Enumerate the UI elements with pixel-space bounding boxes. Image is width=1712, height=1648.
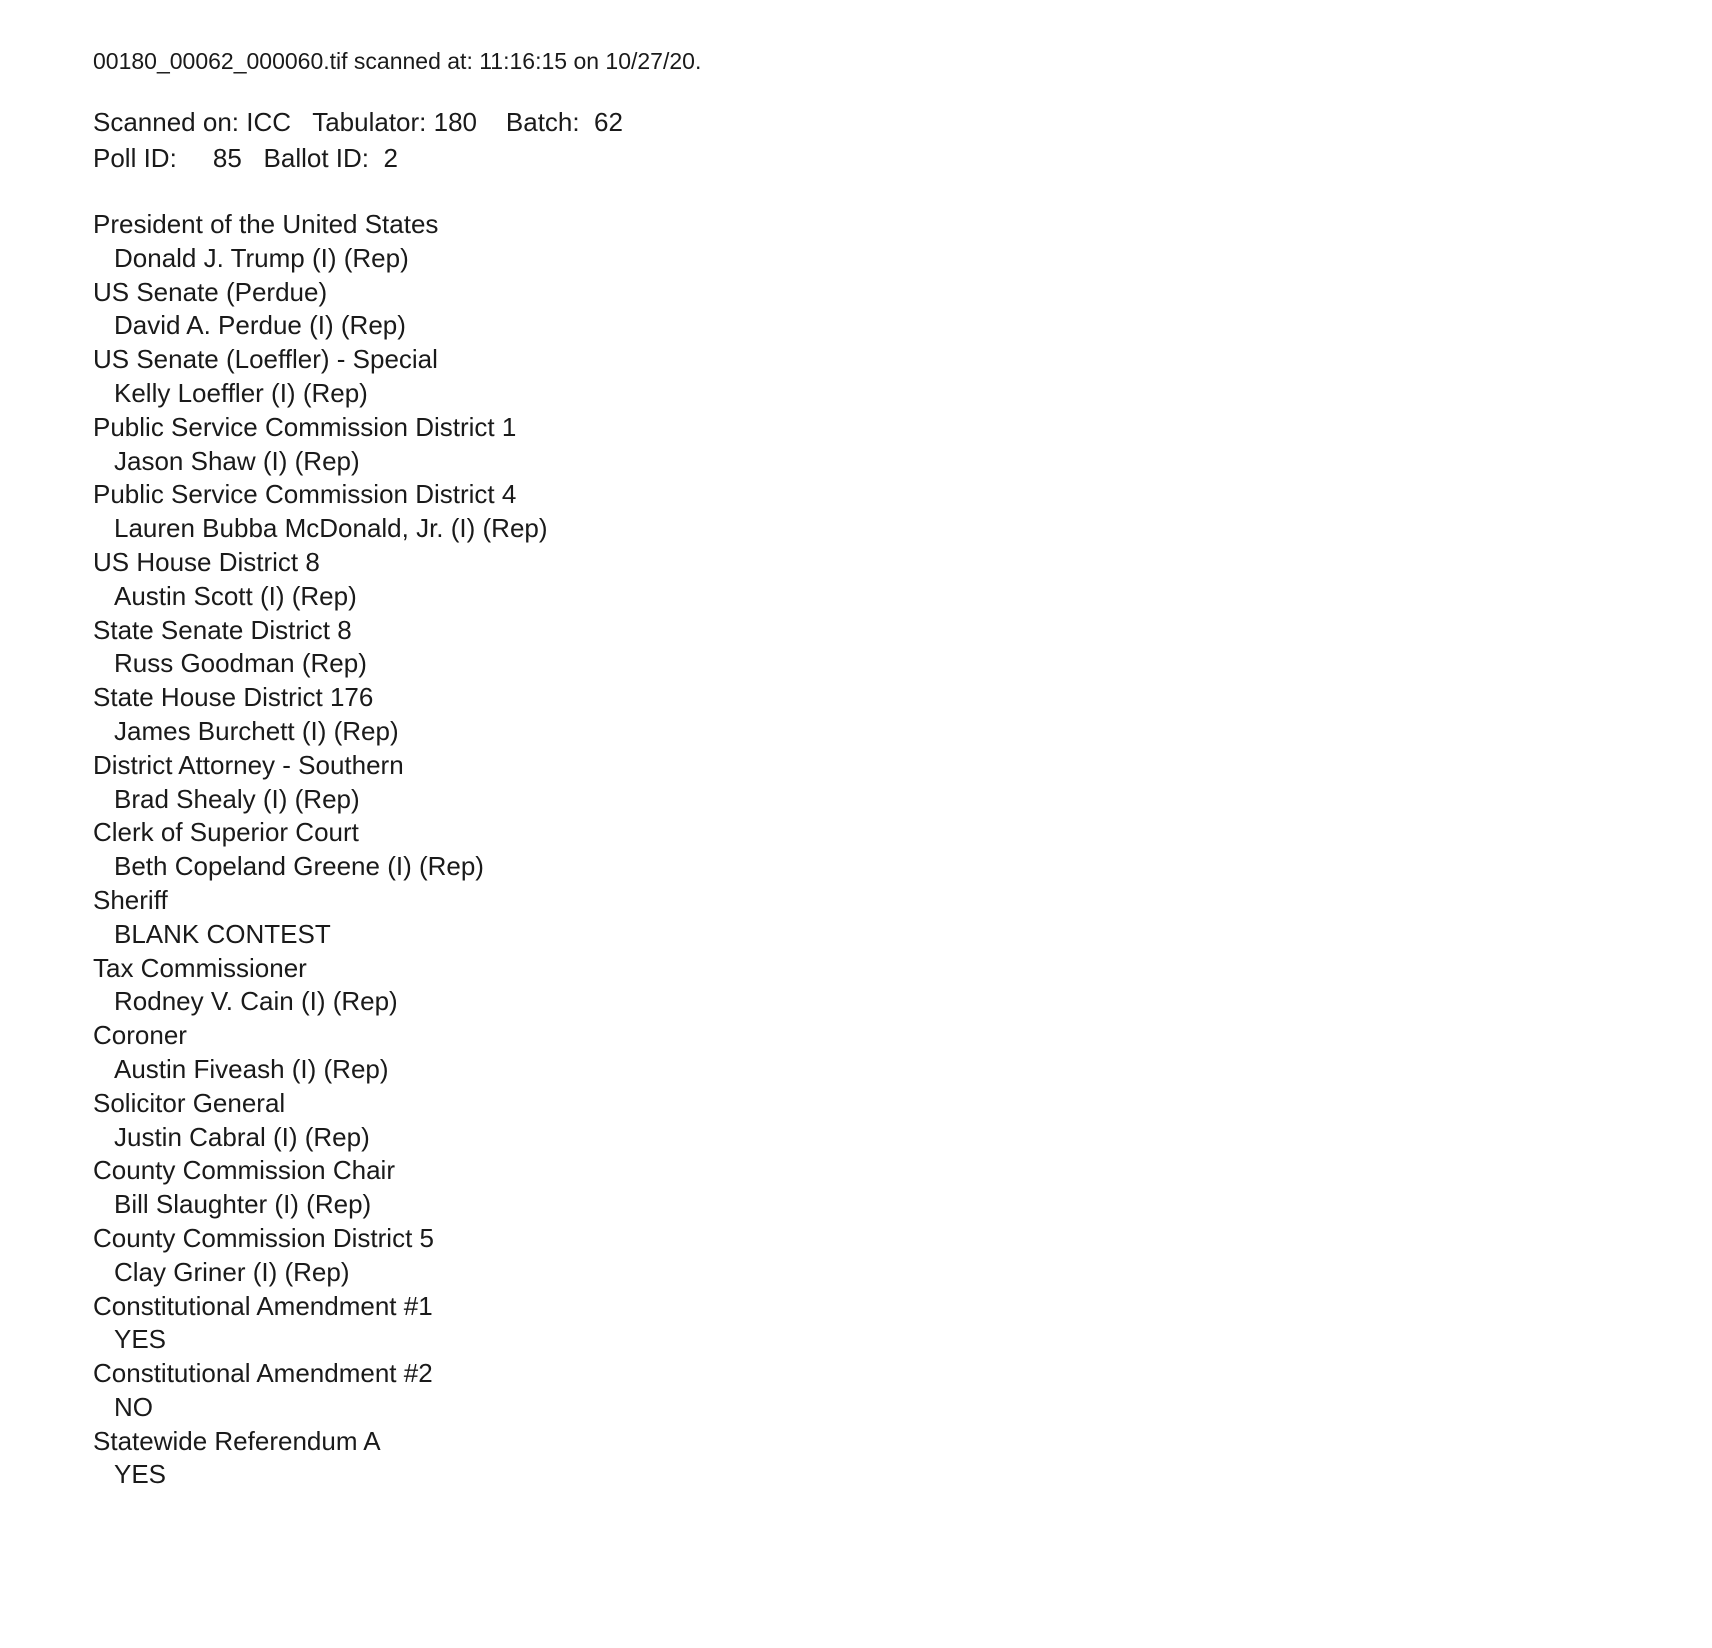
scan-info <box>93 104 1672 176</box>
contest-selection: Donald J. Trump (I) (Rep) <box>114 242 409 273</box>
contest-row <box>93 546 1672 614</box>
contest-selection: Brad Shealy (I) (Rep) <box>114 783 360 814</box>
contest-name: County Commission District 5 <box>93 1222 434 1253</box>
contest-name: US Senate (Loeffler) - Special <box>93 344 438 375</box>
contest-selection: Clay Griner (I) (Rep) <box>114 1256 350 1287</box>
contest-selection: BLANK CONTEST <box>114 918 331 949</box>
contest-row <box>93 884 1672 952</box>
contest-row <box>93 276 1672 344</box>
contest-selection: Justin Cabral (I) (Rep) <box>114 1121 370 1152</box>
contest-name: Statewide Referendum A <box>93 1425 381 1456</box>
contest-row <box>93 411 1672 479</box>
contest-selection: Austin Scott (I) (Rep) <box>114 580 357 611</box>
contest-selection: Austin Fiveash (I) (Rep) <box>114 1053 389 1084</box>
contest-name: Constitutional Amendment #2 <box>93 1358 433 1389</box>
contest-row <box>93 1357 1672 1425</box>
contest-selection: Russ Goodman (Rep) <box>114 648 367 679</box>
contest-name: US Senate (Perdue) <box>93 276 328 307</box>
contest-name: Coroner <box>93 1020 187 1051</box>
scan-info-line-1: Scanned on: ICC Tabulator: 180 Batch: 62 <box>93 107 623 137</box>
contest-row <box>93 816 1672 884</box>
contest-row <box>93 1222 1672 1290</box>
contest-row <box>93 1154 1672 1222</box>
contest-row <box>93 749 1672 817</box>
contest-selection: NO <box>114 1391 153 1422</box>
contest-selection: Beth Copeland Greene (I) (Rep) <box>114 851 484 882</box>
contest-row <box>93 1019 1672 1087</box>
contest-row <box>93 681 1672 749</box>
contest-row <box>93 1425 1672 1493</box>
contest-row <box>93 343 1672 411</box>
contest-name: Constitutional Amendment #1 <box>93 1290 433 1321</box>
scan-filename-line: 00180_00062_000060.tif scanned at: 11:16:15 on 10/27/20. <box>93 48 702 74</box>
contest-name: Tax Commissioner <box>93 952 307 983</box>
contest-name: District Attorney - Southern <box>93 749 404 780</box>
contest-row <box>93 1290 1672 1358</box>
contest-row <box>93 208 1672 276</box>
contest-name: State House District 176 <box>93 682 374 713</box>
contest-name: US House District 8 <box>93 546 320 577</box>
contest-name: Clerk of Superior Court <box>93 817 359 848</box>
contest-list <box>93 208 1672 1492</box>
contest-selection: YES <box>114 1459 167 1490</box>
contest-selection: James Burchett (I) (Rep) <box>114 715 399 746</box>
contest-name: County Commission Chair <box>93 1155 395 1186</box>
contest-row <box>93 1087 1672 1155</box>
contest-name: Solicitor General <box>93 1087 286 1118</box>
contest-name: Public Service Commission District 1 <box>93 411 517 442</box>
contest-selection: Rodney V. Cain (I) (Rep) <box>114 986 398 1017</box>
contest-row <box>93 614 1672 682</box>
contest-name: Sheriff <box>93 884 168 915</box>
contest-selection: Bill Slaughter (I) (Rep) <box>114 1189 372 1220</box>
contest-name: President of the United States <box>93 209 439 239</box>
contest-selection: Kelly Loeffler (I) (Rep) <box>114 377 368 408</box>
contest-row <box>93 952 1672 1020</box>
contest-selection: David A. Perdue (I) (Rep) <box>114 310 406 341</box>
scan-info-line-2: Poll ID: 85 Ballot ID: 2 <box>93 143 398 173</box>
contest-selection: YES <box>114 1324 167 1355</box>
contest-selection: Lauren Bubba McDonald, Jr. (I) (Rep) <box>114 513 548 544</box>
contest-name: Public Service Commission District 4 <box>93 479 517 510</box>
contest-name: State Senate District 8 <box>93 614 352 645</box>
contest-selection: Jason Shaw (I) (Rep) <box>114 445 360 476</box>
contest-row <box>93 478 1672 546</box>
